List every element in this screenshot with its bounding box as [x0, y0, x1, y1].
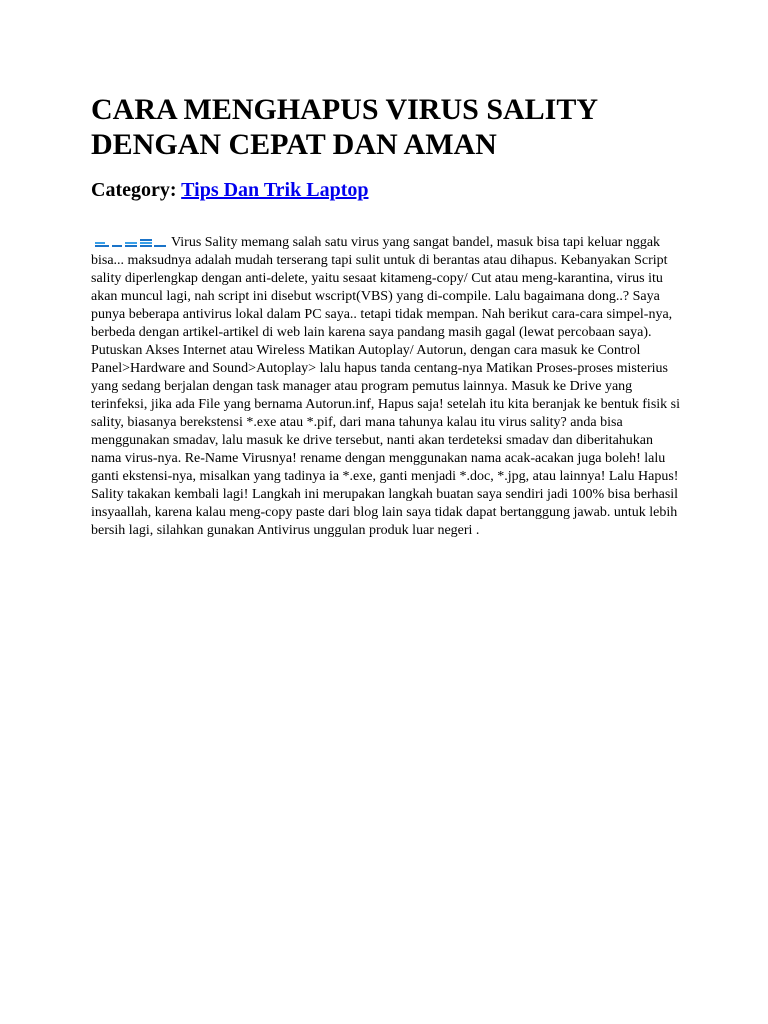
- article-body: [91, 234, 683, 540]
- article-body-text: Virus Sality memang salah satu virus yang sangat bandel, masuk bisa tapi keluar nggak bisa... maksudnya adalah mudah terserang tapi sulit untuk di berantas atau dihapus. Kebanyakan Script sality diperlengkap dengan anti-delete, yaitu sesaat kitameng-copy/ Cut atau meng-karantina, virus itu akan muncul lagi, nah script ini disebut wscript(VBS) yang di-compile. Lalu bagaimana dong..? Saya punya beberapa antivirus lokal dalam PC saya.. tetapi tidak mempan. Nah berikut cara-cara simpel-nya, berbeda dengan artikel-artikel di web lain karena saya pandang masih gagal (lewat percobaan saya). Putuskan Akses Internet atau Wireless Matikan Autoplay/ Autorun, dengan cara masuk ke Control Panel>Hardware and Sound>Autoplay> lalu hapus tanda centang-nya Matikan Proses-proses misterius yang sedang berjalan dengan task manager atau program pemutus lainnya. Masuk ke Drive yang terinfeksi, jika ada File yang bernama Autorun.inf, Hapus saja! setelah itu kita beranjak ke bentuk fisik si sality, biasanya berekstensi *.exe atau *.pif, dari mana tahunya kalau itu virus sality? anda bisa menggunakan smadav, lalu masuk ke drive tersebut, nanti akan terdeteksi smadav dan diberitahukan nama virus-nya. Re-Name Virusnya! rename dengan menggunakan nama acak-acakan juga boleh! lalu ganti ekstensi-nya, misalkan yang tadinya ia *.exe, ganti menjadi *.doc, *.jpg, atau lainnya! Lalu Hapus! Sality takakan kembali lagi! Langkah ini merupakan langkah buatan saya sendiri jadi 100% bisa berhasil insyaallah, karena kalau meng-copy paste dari blog lain saya tidak dapat bertanggung jawab. untuk lebih bersih lagi, silahkan gunakan Antivirus unggulan produk luar negeri .: [91, 235, 680, 538]
- article-title: CARA MENGHAPUS VIRUS SALITY DENGAN CEPAT DAN AMAN: [91, 93, 597, 161]
- equalizer-bars-icon: [91, 235, 167, 247]
- article: [91, 92, 691, 540]
- category-link[interactable]: Tips Dan Trik Laptop: [181, 179, 369, 201]
- category-label: Category:: [91, 179, 177, 201]
- category-line: [91, 178, 691, 202]
